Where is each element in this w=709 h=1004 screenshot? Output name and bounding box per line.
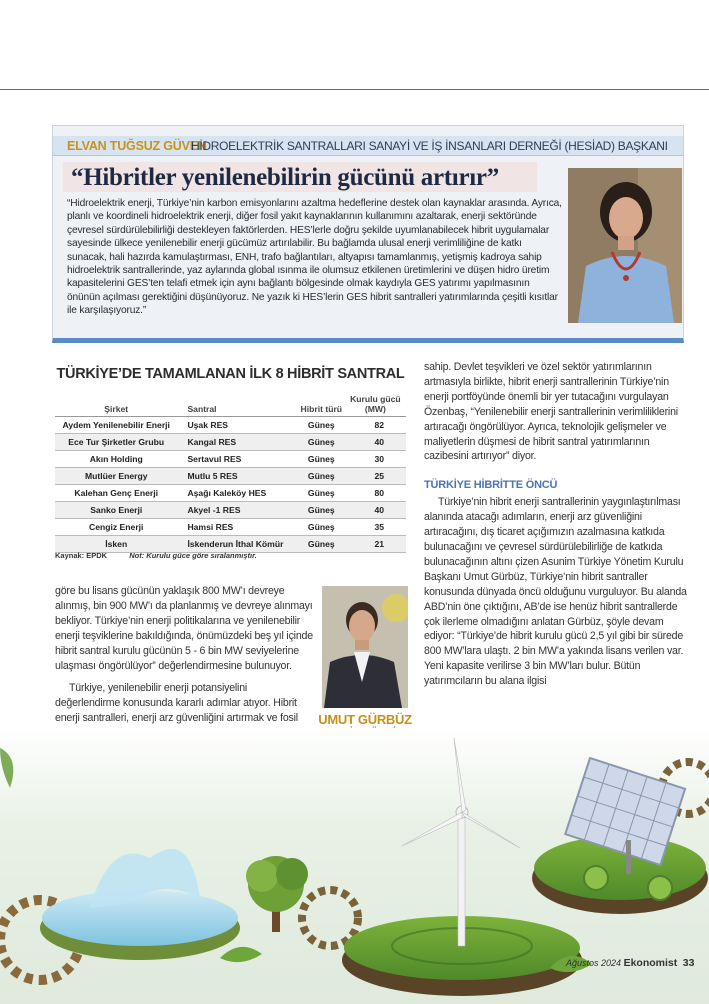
page-footer: [566, 957, 694, 969]
interviewee-role: HİDROELEKTRİK SANTRALLARI SANAYİ VE İŞ İNSANLARI DERNEĞİ (HESİAD) BAŞKANI: [191, 139, 668, 153]
table-row: [55, 451, 406, 468]
cell-company: İsken: [55, 536, 177, 553]
page-number: 33: [682, 957, 695, 969]
cell-company: Akın Holding: [55, 451, 177, 468]
cell-capacity: 30: [345, 451, 406, 468]
right-paragraph-1: sahip. Devlet teşvikleri ve özel sektör yatırımlarının artmasıyla birlikte, hibrit enerji santrallerinin Türkiye’nin enerji portföyünde önemli bir yer tutacağını vurgulayan Özenbaş, “Yenilenebilir enerji santrallerinin verimliliklerini artıracağı öngörülüyor. Ayrıca, teknolojik gelişmeler ve maliyetlerin düşmesi de hibrit santral yatırımlarının cazibesini artırıyor” diyor.: [424, 361, 678, 463]
cell-type: Güneş: [298, 536, 345, 553]
publication-name: Ekonomist: [623, 957, 678, 969]
cell-plant: Mutlu 5 RES: [177, 468, 297, 485]
table-row: [55, 468, 406, 485]
cell-type: Güneş: [298, 468, 345, 485]
table-header-row: [55, 394, 406, 417]
col-header-hybrid-type: Hibrit türü: [298, 394, 345, 417]
cell-plant: Hamsi RES: [177, 519, 297, 536]
cell-type: Güneş: [298, 485, 345, 502]
table-footnote: [55, 551, 257, 560]
interview-box: [52, 125, 684, 343]
left-paragraph-1: göre bu lisans gücünün yaklaşık 800 MW’ı devreye alınmış, bin 900 MW’ı da planlanmış ve devreye alınmayı bekliyor. Türkiye’nin enerji politikalarına ve yenilenebilir enerji teşviklerine bakıldığında, önümüzdeki beş yıl içinde hibrit santral kurulu gücünün 5 - 6 bin MW seviyelerine ulaşması öngörülüyor” değerlendirmesine bulunuyor.: [55, 585, 313, 672]
section-subheading: TÜRKİYE HİBRİTTE ÖNCÜ: [424, 479, 558, 492]
cell-type: Güneş: [298, 502, 345, 519]
cell-plant: Sertavul RES: [177, 451, 297, 468]
cell-capacity: 82: [345, 417, 406, 434]
left-column-text: [55, 584, 313, 741]
cell-capacity: 35: [345, 519, 406, 536]
col-header-company: Şirket: [55, 394, 177, 417]
woman-portrait-image: [568, 168, 682, 323]
interviewee-photo: [568, 168, 682, 323]
umut-gurbuz-photo: [322, 586, 408, 708]
col-header-capacity: Kurulu gücü (MW): [345, 394, 406, 417]
table-row: [55, 519, 406, 536]
cell-company: Mutlüer Energy: [55, 468, 177, 485]
plants-table: [55, 394, 406, 553]
table-title: TÜRKİYE’DE TAMAMLANAN İLK 8 HİBRİT SANTRAL: [56, 366, 405, 382]
cell-type: Güneş: [298, 434, 345, 451]
cell-capacity: 80: [345, 485, 406, 502]
left-paragraph-2: Türkiye, yenilenebilir enerji potansiyelini değerlendirme konusunda kararlı adımlar atıyor. Hibrit enerji santralleri, enerji arz güvenliğini artırmak ve fosil: [55, 682, 298, 725]
table-row: [55, 536, 406, 553]
cell-company: Ece Tur Şirketler Grubu: [55, 434, 177, 451]
cell-type: Güneş: [298, 519, 345, 536]
table-row: [55, 434, 406, 451]
cell-plant: Kangal RES: [177, 434, 297, 451]
top-rule: [0, 89, 709, 90]
cell-plant: Aşağı Kaleköy HES: [177, 485, 297, 502]
cell-company: Sanko Enerji: [55, 502, 177, 519]
cell-company: Cengiz Enerji: [55, 519, 177, 536]
cell-plant: Akyel -1 RES: [177, 502, 297, 519]
interview-body: “Hidroelektrik enerji, Türkiye’nin karbon emisyonlarını azaltma hedeflerine destek olan kaynaklar arasında. Ayrıca, planlı ve koordineli hidroelektrik enerji, diğer fosil yakıt kaynaklarının kullanımını azaltarak, enerji sektöründe çevresel sürdürülebilirliği destekleyen faktörlerden. HES’lerle doğru şekilde uyumlanabilecek hibrit uygulamalar sayesinde ülkece yenilenebilir enerji gücümüz artırılabilir. Bu bağlamda ulusal enerji verimliliğine de katkı sunacak, hali hazırda kamulaştırması, ENH, trafo bağlantıları, altyapısı tamamlanmış, yetişmiş kadroya sahip hidroelektrik santrallerinde, yaz aylarında global ısınma ile olumsuz etkilenen üretimlerini ve düşen hidro üretim kapasitelerini GES’ten telafi etmek için aynı bağlantı bölgesinde olmak kaydıyla GES yatırımı yapılmasının önünün açılması gerektiğini düşünüyoruz. Ne yazık ki HES’lerin GES hibrit santralleri yatırımlarında çeşitli kısıtlar ile karşılaşıyoruz.”: [67, 198, 562, 317]
table-source: Kaynak: EPDK: [55, 551, 108, 560]
interview-headline: “Hibritler yenilenebilirin gücünü artırır”: [71, 164, 499, 191]
right-column-text: [424, 360, 692, 689]
interviewee-name: ELVAN TUĞSUZ GÜVEN: [67, 139, 207, 153]
cell-capacity: 40: [345, 502, 406, 519]
cell-capacity: 21: [345, 536, 406, 553]
cell-capacity: 40: [345, 434, 406, 451]
table-row: [55, 417, 406, 434]
cell-company: Kalehan Genç Enerji: [55, 485, 177, 502]
man-portrait-image: [322, 586, 408, 708]
cell-plant: Uşak RES: [177, 417, 297, 434]
col-header-plant: Santral: [177, 394, 297, 417]
cell-company: Aydem Yenilenebilir Enerji: [55, 417, 177, 434]
cell-type: Güneş: [298, 417, 345, 434]
cell-type: Güneş: [298, 451, 345, 468]
issue-date: Ağustos 2024: [566, 958, 622, 968]
table-row: [55, 502, 406, 519]
cell-capacity: 25: [345, 468, 406, 485]
table-note: Not: Kurulu güce göre sıralanmıştır.: [129, 551, 257, 560]
right-paragraph-2: Türkiye’nin hibrit enerji santrallerinin yaygınlaştırılması alanında atacağı adımların, enerji arz güvenliğini artıracağını, dış ticaret açığımızın azalmasına katkıda bulunacağını ve çevresel sürdürülebilirliğe de katkıda bulunacağının altını çizen Asunim Türkiye Yönetim Kurulu Başkanı Umut Gürbüz, Türkiye’nin hibrit santraller konusunda dünyada öncü olduğunu vurguluyor. Bu alanda ABD’nin öne çıktığını, AB’de ise henüz hibrit santrallerde çok ilerleme olmadığını anlatan Gürbüz, şöyle devam ediyor: “Türkiye’de hibrit kurulu gücü 2,5 yıl gibi bir sürede 800 MW’lara ulaştı. 2 bin MW’a yakında lisans verilen var. Yeni kapasite verilirse 3 bin MW’ları bulur. Bütün yatırımcıların bu alana ilgisi: [424, 496, 687, 688]
person-name: UMUT GÜRBÜZ: [318, 712, 412, 727]
hybrid-plants-table: [55, 364, 406, 567]
table-row: [55, 485, 406, 502]
cell-plant: İskenderun İthal Kömür: [177, 536, 297, 553]
interview-header: [53, 136, 683, 156]
